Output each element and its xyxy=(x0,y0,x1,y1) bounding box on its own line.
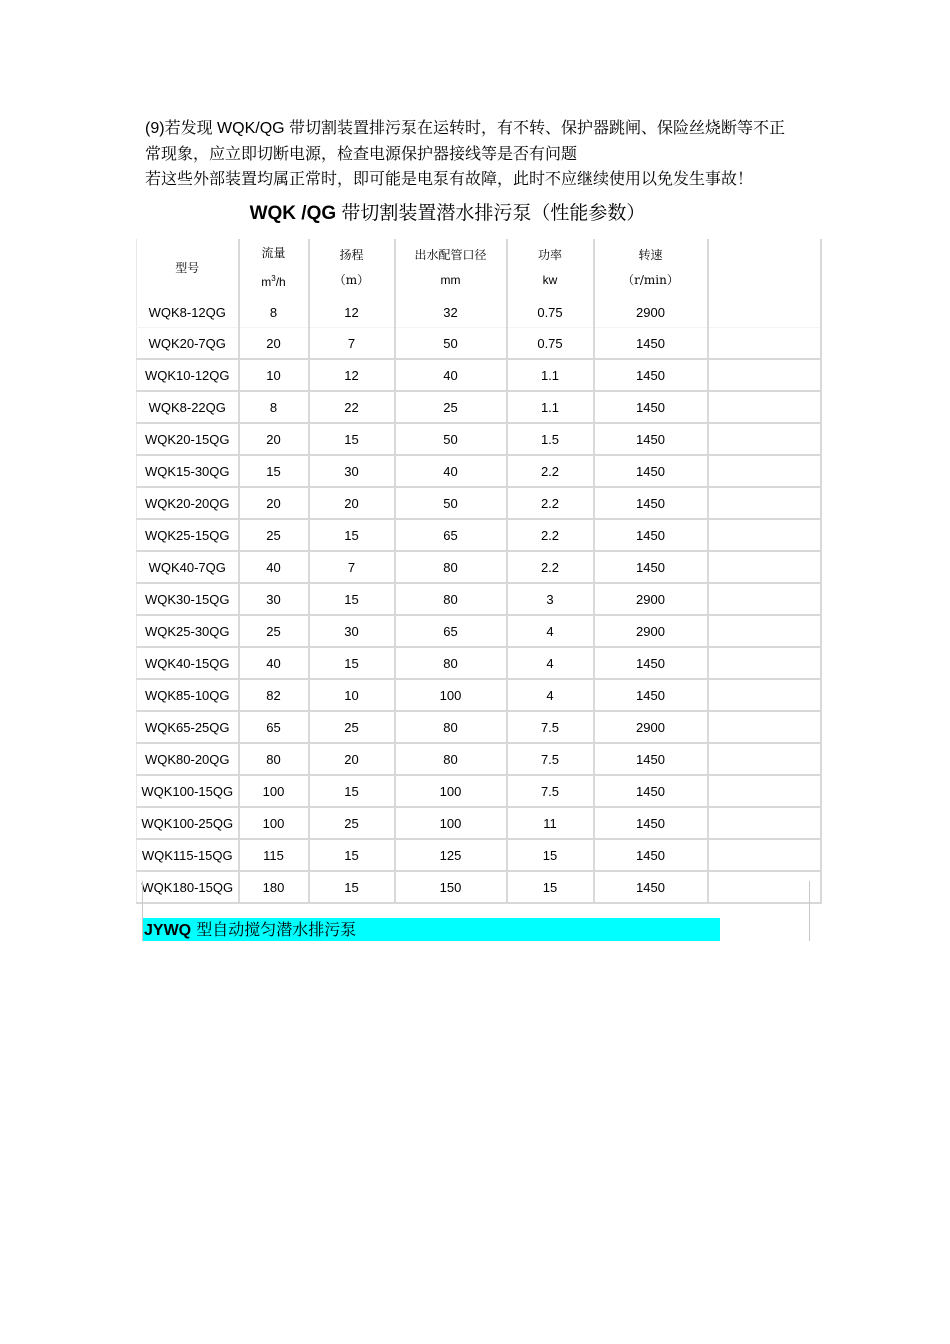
table-cell: 100 xyxy=(395,679,507,711)
table-cell: 40 xyxy=(239,551,309,583)
table-cell: WQK40-7QG xyxy=(137,551,239,583)
table-cell: 15 xyxy=(309,775,395,807)
table-cell: 180 xyxy=(239,871,309,903)
table-cell: 80 xyxy=(395,647,507,679)
table-cell: 80 xyxy=(395,551,507,583)
table-cell: 1450 xyxy=(594,328,708,360)
header-outlet: 出水配管口径 mm xyxy=(395,239,507,297)
table-cell-empty xyxy=(708,359,821,391)
table-cell: 40 xyxy=(395,359,507,391)
paragraph-line-2: 常现象，应立即切断电源，检查电源保护器接线等是否有问题 xyxy=(145,144,578,163)
table-cell: 1450 xyxy=(594,679,708,711)
table-cell: 1450 xyxy=(594,807,708,839)
table-cell: 15 xyxy=(309,583,395,615)
paragraph-line-3: 若这些外部装置均属正常时，即可能是电泵有故障，此时不应继续使用以免发生事故！ xyxy=(145,169,754,188)
table-cell: 20 xyxy=(239,487,309,519)
table-cell: 82 xyxy=(239,679,309,711)
table-cell: 1450 xyxy=(594,551,708,583)
table-cell: 1.5 xyxy=(507,423,594,455)
table-cell: 1450 xyxy=(594,871,708,903)
table-row xyxy=(137,583,821,615)
table-cell: 8 xyxy=(239,391,309,423)
paragraph-text: 带切割装置排污泵在运转时，有不转、保护器跳闸、保险丝烧断等不正 xyxy=(289,118,786,137)
table-cell: 4 xyxy=(507,679,594,711)
table-cell: WQK25-30QG xyxy=(137,615,239,647)
table-cell: 15 xyxy=(309,519,395,551)
table-cell: 12 xyxy=(309,297,395,328)
table-cell: 7.5 xyxy=(507,711,594,743)
table-cell: 7 xyxy=(309,328,395,360)
table-cell: 2.2 xyxy=(507,519,594,551)
table-cell-empty xyxy=(708,391,821,423)
paragraph-line-1 xyxy=(145,115,785,142)
table-cell: 50 xyxy=(395,487,507,519)
table-row xyxy=(137,647,821,679)
table-cell: 100 xyxy=(239,807,309,839)
table-cell-empty xyxy=(708,423,821,455)
table-cell: 10 xyxy=(239,359,309,391)
paragraph-text: 若发现 xyxy=(164,118,213,137)
table-cell: 65 xyxy=(239,711,309,743)
table-cell: WQK180-15QG xyxy=(137,871,239,903)
table-cell: 25 xyxy=(239,615,309,647)
table-row xyxy=(137,775,821,807)
table-cell: 15 xyxy=(309,839,395,871)
table-cell: 65 xyxy=(395,615,507,647)
table-row xyxy=(137,807,821,839)
header-speed: 转速 （r/min） xyxy=(594,239,708,297)
table-row xyxy=(137,297,821,328)
table-cell: 11 xyxy=(507,807,594,839)
table-cell: 1.1 xyxy=(507,359,594,391)
table-row xyxy=(137,519,821,551)
table-cell: 15 xyxy=(507,839,594,871)
table-title-model: WQK /QG xyxy=(249,203,342,224)
table-cell: 25 xyxy=(239,519,309,551)
table-cell-empty xyxy=(708,711,821,743)
spec-table xyxy=(136,239,822,904)
table-cell: 12 xyxy=(309,359,395,391)
table-cell: 7.5 xyxy=(507,743,594,775)
table-cell: 4 xyxy=(507,615,594,647)
table-cell: 20 xyxy=(309,743,395,775)
table-cell: 4 xyxy=(507,647,594,679)
table-cell: 25 xyxy=(395,391,507,423)
table-cell: 3 xyxy=(507,583,594,615)
table-cell: 32 xyxy=(395,297,507,328)
table-cell: 50 xyxy=(395,328,507,360)
table-cell: 80 xyxy=(395,743,507,775)
table-cell: 25 xyxy=(309,807,395,839)
table-cell: 0.75 xyxy=(507,328,594,360)
table-row xyxy=(137,423,821,455)
table-cell: 100 xyxy=(395,807,507,839)
table-cell-empty xyxy=(708,807,821,839)
table-cell: 7.5 xyxy=(507,775,594,807)
table-cell-empty xyxy=(708,297,821,328)
table-cell-empty xyxy=(708,839,821,871)
table-cell: 2900 xyxy=(594,297,708,328)
table-cell: WQK40-15QG xyxy=(137,647,239,679)
table-cell: 2.2 xyxy=(507,551,594,583)
table-cell: 20 xyxy=(309,487,395,519)
paragraph-prefix: (9) xyxy=(145,120,165,137)
table-row xyxy=(137,359,821,391)
table-row xyxy=(137,328,821,360)
table-cell: 1450 xyxy=(594,647,708,679)
header-model: 型号 xyxy=(137,239,239,297)
table-cell-empty xyxy=(708,455,821,487)
table-cell: 2.2 xyxy=(507,487,594,519)
table-cell-empty xyxy=(708,519,821,551)
table-cell: 15 xyxy=(309,423,395,455)
table-cell: 125 xyxy=(395,839,507,871)
table-cell-empty xyxy=(708,551,821,583)
table-cell: 10 xyxy=(309,679,395,711)
table-cell: 40 xyxy=(239,647,309,679)
table-cell-empty xyxy=(708,487,821,519)
section-heading xyxy=(144,918,356,942)
table-cell-empty xyxy=(708,583,821,615)
table-cell: 22 xyxy=(309,391,395,423)
table-cell: 1450 xyxy=(594,391,708,423)
table-cell: WQK15-30QG xyxy=(137,455,239,487)
table-cell: WQK100-15QG xyxy=(137,775,239,807)
table-cell: 25 xyxy=(309,711,395,743)
table-row xyxy=(137,743,821,775)
table-cell: WQK20-7QG xyxy=(137,328,239,360)
table-cell: WQK30-15QG xyxy=(137,583,239,615)
table-cell: 8 xyxy=(239,297,309,328)
table-cell-empty xyxy=(708,679,821,711)
section-heading-text: 型自动搅匀潜水排污泵 xyxy=(191,920,357,939)
table-row xyxy=(137,487,821,519)
table-cell: 40 xyxy=(395,455,507,487)
table-cell: 30 xyxy=(309,455,395,487)
table-cell-empty xyxy=(708,775,821,807)
table-cell: WQK115-15QG xyxy=(137,839,239,871)
table-cell: 1450 xyxy=(594,455,708,487)
table-cell: 1450 xyxy=(594,487,708,519)
table-cell: WQK80-20QG xyxy=(137,743,239,775)
table-cell: 65 xyxy=(395,519,507,551)
table-cell: WQK85-10QG xyxy=(137,679,239,711)
table-header-row xyxy=(137,239,821,297)
table-cell: 15 xyxy=(309,871,395,903)
table-cell: WQK8-12QG xyxy=(137,297,239,328)
header-empty xyxy=(708,239,821,297)
table-title xyxy=(0,200,950,227)
table-row xyxy=(137,839,821,871)
table-cell: 115 xyxy=(239,839,309,871)
table-cell: WQK8-22QG xyxy=(137,391,239,423)
table-cell-empty xyxy=(708,615,821,647)
header-power: 功率 kw xyxy=(507,239,594,297)
table-cell: 2.2 xyxy=(507,455,594,487)
table-cell: 20 xyxy=(239,423,309,455)
table-cell: 20 xyxy=(239,328,309,360)
table-cell-empty xyxy=(708,328,821,360)
table-cell: 30 xyxy=(309,615,395,647)
table-cell: 1.1 xyxy=(507,391,594,423)
section-heading-model: JYWQ xyxy=(144,922,192,939)
table-cell: 15 xyxy=(309,647,395,679)
table-cell: 1450 xyxy=(594,743,708,775)
table-cell: 2900 xyxy=(594,711,708,743)
table-cell: 2900 xyxy=(594,615,708,647)
table-row xyxy=(137,391,821,423)
header-flow: 流量 $m^3/h$ xyxy=(239,239,309,297)
table-cell: 2900 xyxy=(594,583,708,615)
table-row xyxy=(137,455,821,487)
table-cell: 1450 xyxy=(594,775,708,807)
table-cell: WQK20-15QG xyxy=(137,423,239,455)
table-cell: 1450 xyxy=(594,423,708,455)
header-head: 扬程 （m） xyxy=(309,239,395,297)
table-cell: 0.75 xyxy=(507,297,594,328)
table-cell: 80 xyxy=(395,711,507,743)
table-cell: 30 xyxy=(239,583,309,615)
table-title-text: 带切割装置潜水排污泵（性能参数） xyxy=(341,202,646,224)
table-cell-empty xyxy=(708,647,821,679)
table-cell: 1450 xyxy=(594,839,708,871)
table-cell: 80 xyxy=(239,743,309,775)
table-cell: 150 xyxy=(395,871,507,903)
table-cell: WQK25-15QG xyxy=(137,519,239,551)
table-cell: 15 xyxy=(507,871,594,903)
table-row xyxy=(137,711,821,743)
paragraph-model: WQK/QG xyxy=(212,120,290,137)
table-row xyxy=(137,615,821,647)
table-row xyxy=(137,679,821,711)
table-cell: WQK100-25QG xyxy=(137,807,239,839)
table-cell: 15 xyxy=(239,455,309,487)
table-cell: 1450 xyxy=(594,519,708,551)
table-row xyxy=(137,551,821,583)
table-cell-empty xyxy=(708,743,821,775)
table-cell: 50 xyxy=(395,423,507,455)
table-cell: WQK65-25QG xyxy=(137,711,239,743)
table-cell: WQK20-20QG xyxy=(137,487,239,519)
table-cell: 100 xyxy=(395,775,507,807)
table-cell: WQK10-12QG xyxy=(137,359,239,391)
table-cell: 80 xyxy=(395,583,507,615)
table-cell: 1450 xyxy=(594,359,708,391)
table-cell: 100 xyxy=(239,775,309,807)
table-cell: 7 xyxy=(309,551,395,583)
